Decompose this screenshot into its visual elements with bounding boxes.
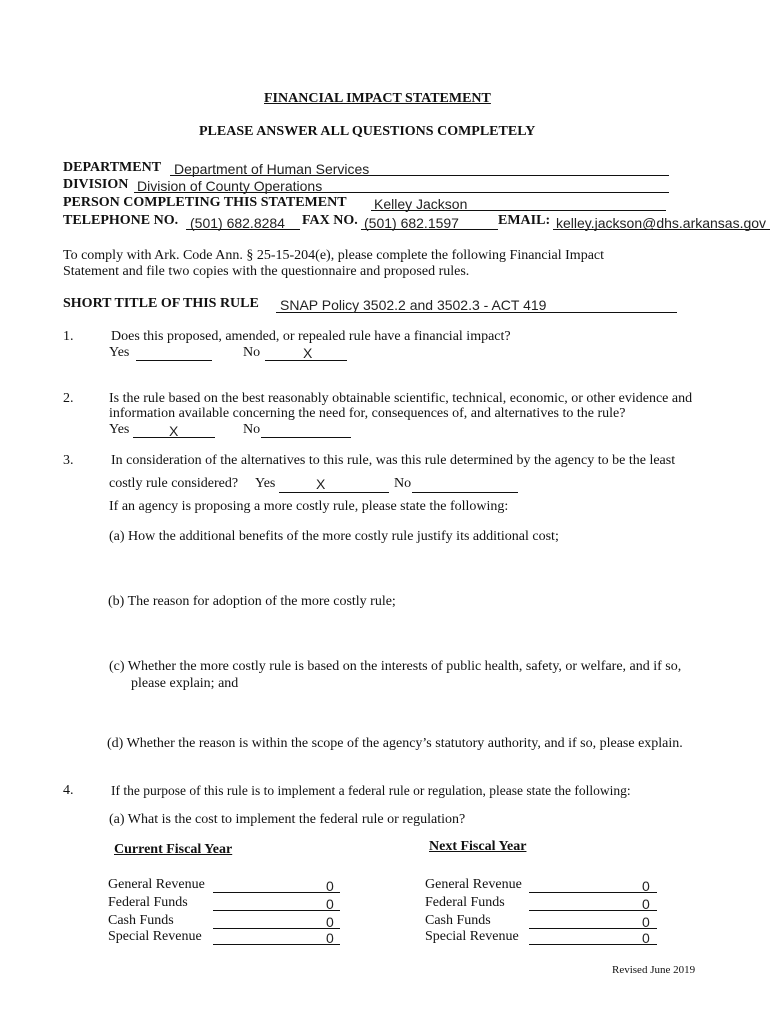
q3-line-1: In consideration of the alternatives to this rule, was this rule determined by the agency to be the least (111, 453, 676, 468)
current-fiscal-row-value[interactable]: 0 (326, 878, 334, 894)
person-field[interactable]: Kelley Jackson (374, 196, 468, 212)
next-fiscal-row-value[interactable]: 0 (642, 914, 650, 930)
next-fiscal-row-label: General Revenue (425, 877, 522, 892)
next-fiscal-year-heading: Next Fiscal Year (429, 839, 527, 854)
current-fiscal-row-line (213, 892, 340, 893)
q3-yes-line (279, 492, 389, 493)
q3-yes-field[interactable]: X (316, 476, 326, 492)
q1-yes-field[interactable] (136, 360, 212, 361)
revised-date: Revised June 2019 (612, 964, 696, 976)
division-label: DIVISION (63, 177, 129, 192)
q2-line-2: information available concerning the need for, consequences of, and alternatives to the rule? (109, 406, 626, 421)
q3-item-c-line-2: please explain; and (131, 676, 239, 691)
next-fiscal-row-line (529, 892, 657, 893)
current-fiscal-row-label: Cash Funds (108, 913, 174, 928)
fax-field[interactable]: (501) 682.1597 (364, 215, 459, 231)
fax-label: FAX NO. (302, 213, 358, 228)
short-title-label: SHORT TITLE OF THIS RULE (63, 296, 259, 311)
department-field[interactable]: Department of Human Services (174, 161, 370, 177)
next-fiscal-row-value[interactable]: 0 (642, 896, 650, 912)
q3-no-label: No (394, 476, 412, 491)
department-label: DEPARTMENT (63, 160, 162, 175)
next-fiscal-row-line (529, 944, 657, 945)
q2-yes-field[interactable]: X (169, 423, 179, 439)
current-fiscal-row-label: General Revenue (108, 877, 205, 892)
q1-number: 1. (63, 329, 74, 344)
document-subtitle: PLEASE ANSWER ALL QUESTIONS COMPLETELY (199, 124, 536, 139)
current-fiscal-row-value[interactable]: 0 (326, 914, 334, 930)
q1-yes-label: Yes (109, 345, 130, 360)
q2-number: 2. (63, 391, 74, 406)
q3-line-2: costly rule considered? (109, 476, 239, 491)
q2-no-label: No (243, 422, 261, 437)
q4-item-a: (a) What is the cost to implement the federal rule or regulation? (109, 812, 466, 827)
next-fiscal-row-label: Cash Funds (425, 913, 491, 928)
q3-item-a: (a) How the additional benefits of the more costly rule justify its additional cost; (109, 529, 559, 544)
next-fiscal-row-line (529, 910, 657, 911)
current-fiscal-year-heading: Current Fiscal Year (114, 842, 233, 857)
q3-item-c-line-1: (c) Whether the more costly rule is based on the interests of public health, safety, or welfare, and if so, (109, 659, 682, 674)
next-fiscal-row-label: Special Revenue (425, 929, 519, 944)
q3-no-field[interactable] (412, 492, 518, 493)
current-fiscal-row-label: Special Revenue (108, 929, 202, 944)
current-fiscal-row-line (213, 944, 340, 945)
next-fiscal-row-value[interactable]: 0 (642, 930, 650, 946)
current-fiscal-row-label: Federal Funds (108, 895, 188, 910)
q2-yes-label: Yes (109, 422, 130, 437)
document-title: FINANCIAL IMPACT STATEMENT (264, 91, 491, 106)
q3-intro: If an agency is proposing a more costly rule, please state the following: (109, 499, 509, 514)
q2-no-field[interactable] (261, 437, 351, 438)
email-label: EMAIL: (498, 213, 551, 228)
telephone-field[interactable]: (501) 682.8284 (190, 215, 285, 231)
q3-item-d: (d) Whether the reason is within the scope of the agency’s statutory authority, and if so, please explain. (107, 736, 683, 751)
current-fiscal-row-value[interactable]: 0 (326, 896, 334, 912)
q2-line-1: Is the rule based on the best reasonably obtainable scientific, technical, economic, or other evidence and (109, 391, 693, 406)
email-field[interactable]: kelley.jackson@dhs.arkansas.gov (556, 215, 767, 231)
intro-line-1: To comply with Ark. Code Ann. § 25-15-204(e), please complete the following Financial Impact (63, 248, 605, 263)
q1-no-label: No (243, 345, 261, 360)
short-title-field[interactable]: SNAP Policy 3502.2 and 3502.3 - ACT 419 (280, 297, 547, 313)
q3-yes-label: Yes (255, 476, 276, 491)
telephone-label: TELEPHONE NO. (63, 213, 179, 228)
q4-text: If the purpose of this rule is to implement a federal rule or regulation, please state the following: (111, 783, 631, 798)
intro-line-2: Statement and file two copies with the questionnaire and proposed rules. (63, 264, 470, 279)
next-fiscal-row-label: Federal Funds (425, 895, 505, 910)
current-fiscal-row-line (213, 928, 340, 929)
q4-number: 4. (63, 783, 74, 798)
q3-item-b: (b) The reason for adoption of the more costly rule; (108, 594, 396, 609)
q1-text: Does this proposed, amended, or repealed rule have a financial impact? (111, 329, 511, 344)
next-fiscal-row-line (529, 928, 657, 929)
q3-number: 3. (63, 453, 74, 468)
person-label: PERSON COMPLETING THIS STATEMENT (63, 195, 347, 210)
current-fiscal-row-line (213, 910, 340, 911)
next-fiscal-row-value[interactable]: 0 (642, 878, 650, 894)
current-fiscal-row-value[interactable]: 0 (326, 930, 334, 946)
division-field[interactable]: Division of County Operations (137, 178, 323, 194)
q1-no-field[interactable]: X (303, 345, 313, 361)
